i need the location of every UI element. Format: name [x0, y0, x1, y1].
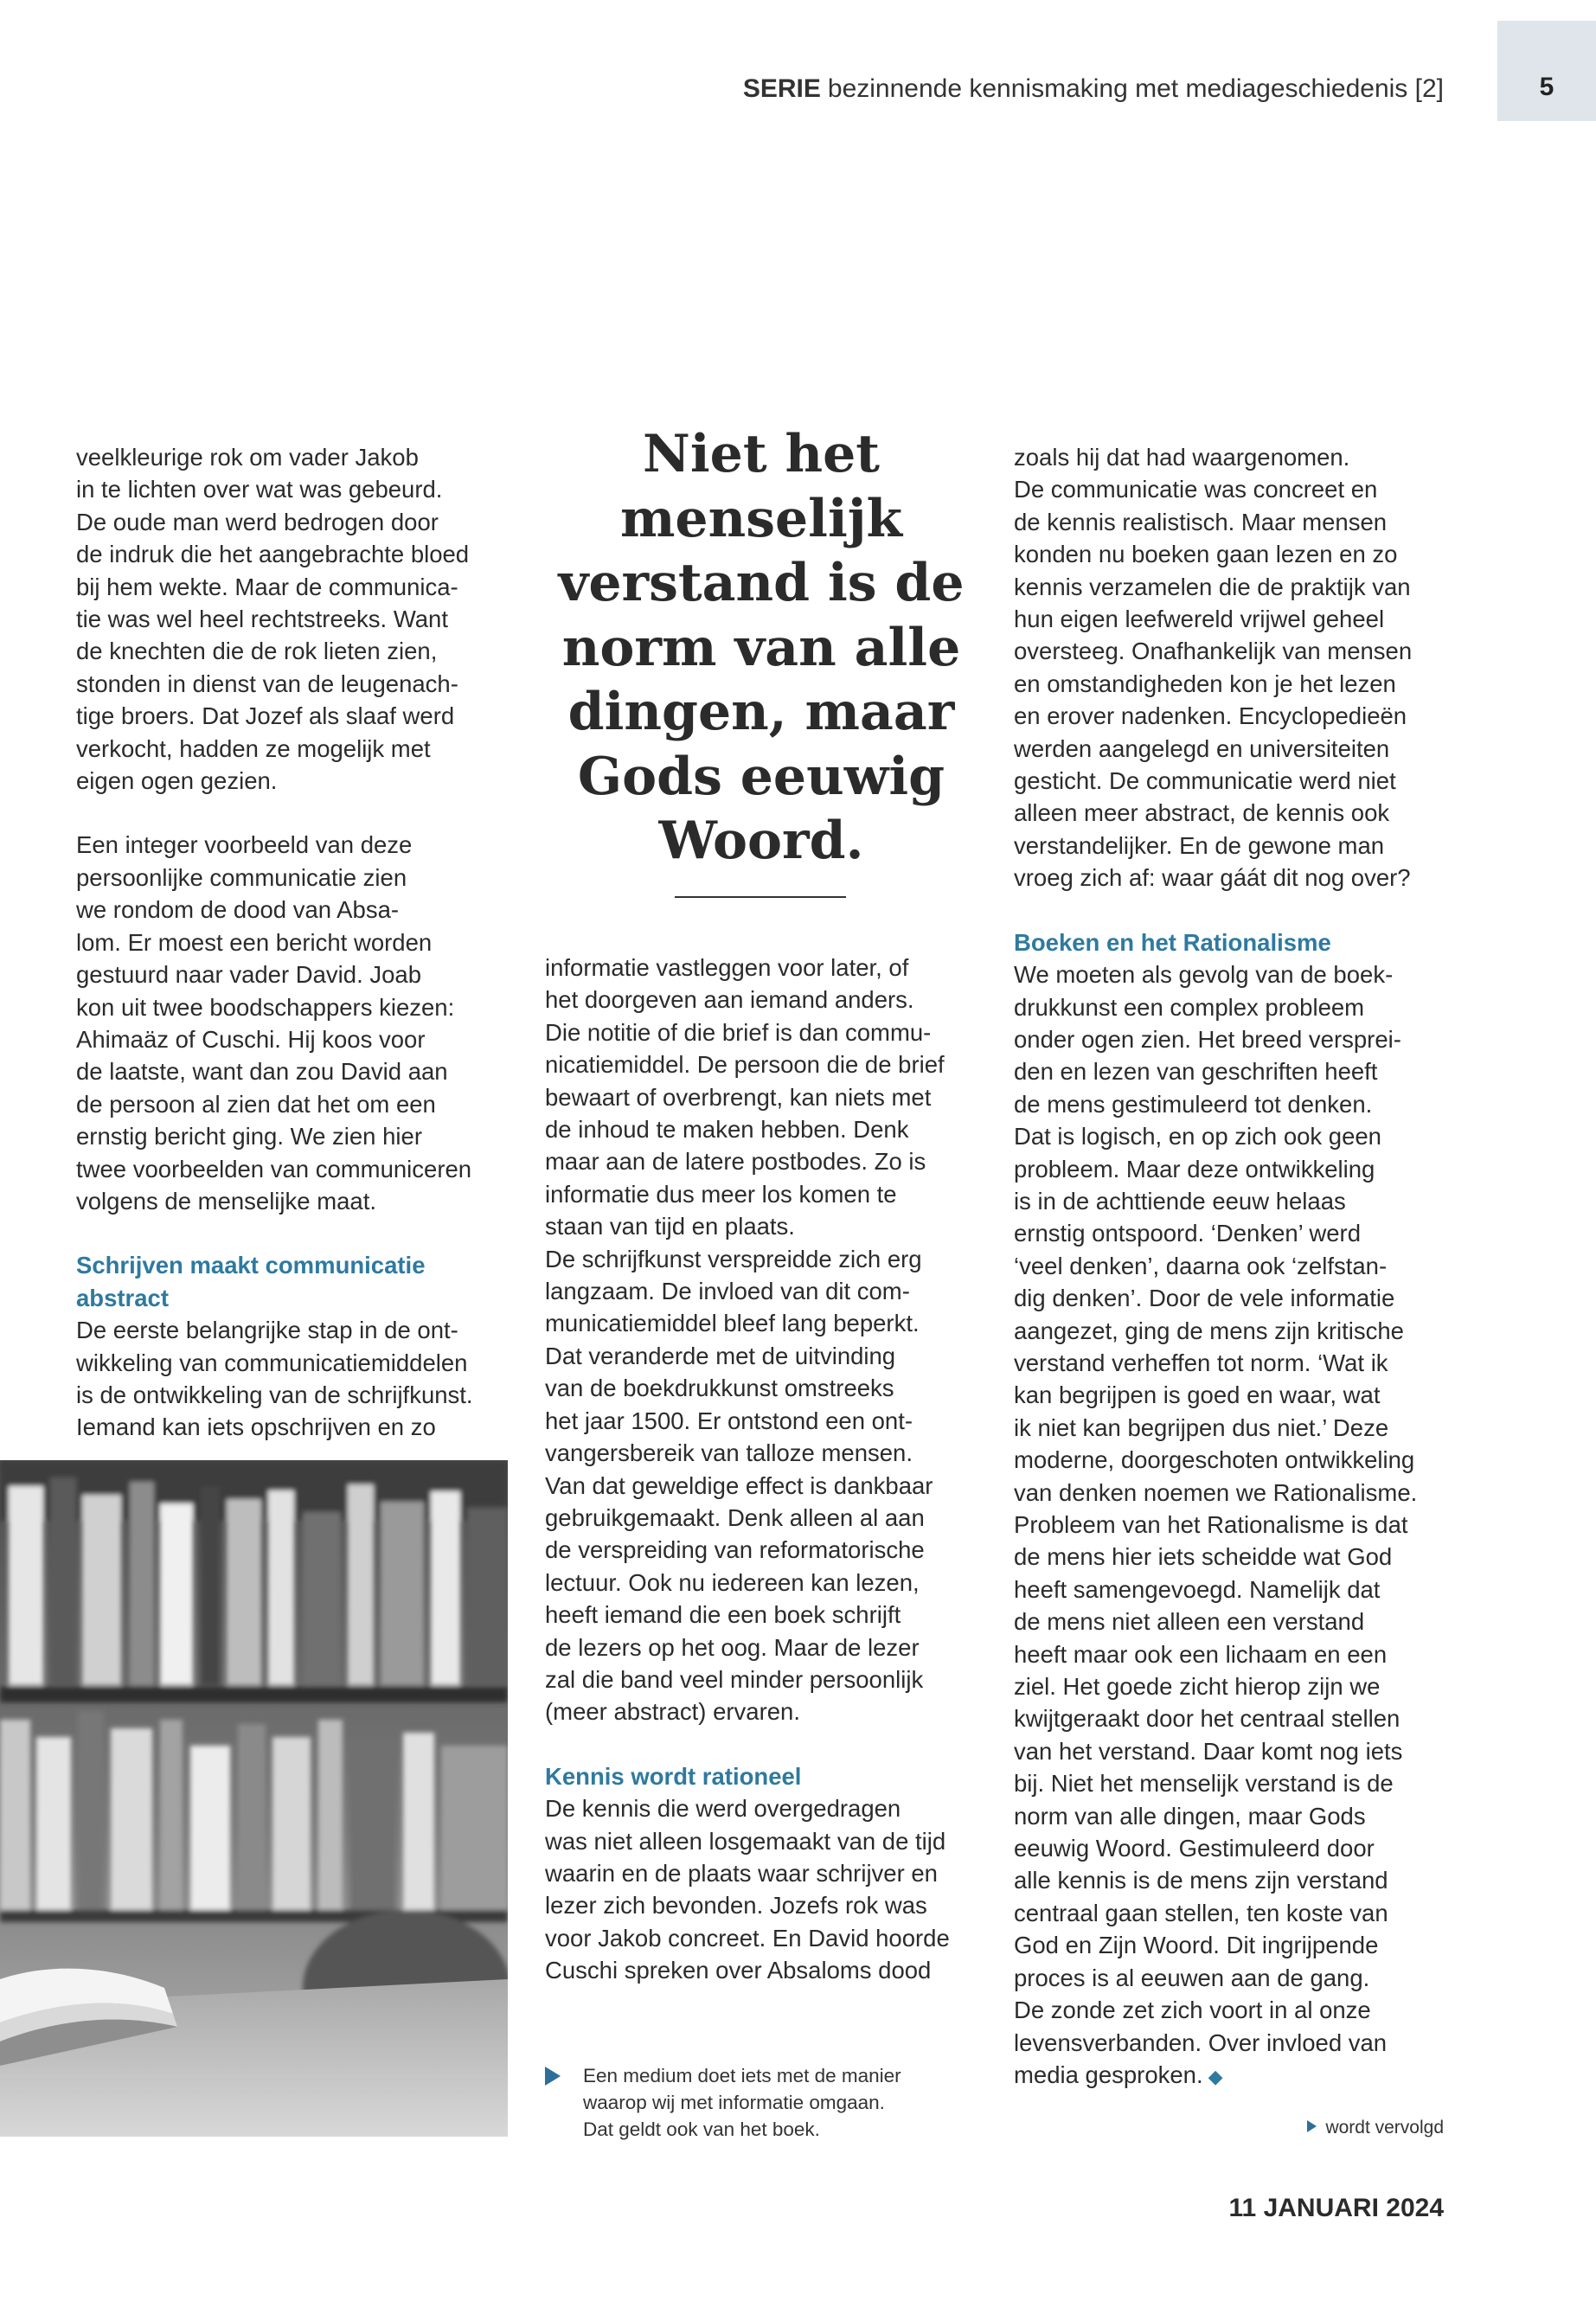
col3-paragraph-2-text: We moeten als gevolg van de boek- drukkunst een complex probleem onder ogen zien. Het breed versprei- den en lezen van geschriften heeft de mens gestimuleerd tot denken. Dat is logisch, en op zich ook geen probleem. Maar deze ontwikkeling is in de achttiende eeuw helaas ernstig ontspoord. ‘Denken’ werd ‘veel denken’, daarna ook ‘zelfstan- dig denken’. Door de vele informatie aangezet, ging de mens zijn kritische verstand verheffen tot norm. ‘Wat ik kan begrijpen is goed en waar, wat ik niet kan begrijpen dus niet.’ Deze moderne, doorgeschoten ontwikkeling van denken noemen we Rationalisme. Probleem van het Rationalisme is dat de mens hier iets scheidde wat God heeft samengevoegd. Namelijk dat de mens niet alleen een verstand heeft maar ook een lichaam en een ziel. Het goede zicht hierop zijn we kwijtgeraakt door het centraal stellen van het verstand. Daar komt nog iets bij. Niet het menselijk verstand is de norm van alle dingen, maar Gods eeuwig Woord. Gestimuleerd door alle kennis is de mens zijn verstand centraal gaan stellen, ten koste van God en Zijn Woord. Dit ingrijpende proces is al eeuwen aan de gang. De zonde zet zich voort in al onze levensverbanden. Over invloed van media gesproken.	[1014, 961, 1418, 2088]
col1-subheading: Schrijven maakt communicatie abstract	[76, 1252, 426, 1311]
col2-subheading: Kennis wordt rationeel	[545, 1762, 802, 1790]
col2-paragraph-2: De schrijfkunst verspreidde zich erg langzaam. De invloed van dit com- municatiemiddel bleef lang beperkt. Dat veranderde met de uitvinding van de boekdrukkunst omstreeks het jaar 1500. Er ontstond een ont- vangersbereik van talloze mensen. Van dat geweldige effect is dankbaar gebruikgemaakt. Denk alleen al aan de verspreiding van reformatorische lectuur. Ook nu iedereen kan lezen, heeft iemand die een boek schrijft de lezers op het oog. Maar de lezer zal die band veel minder persoonlijk (meer abstract) ervaren.	[545, 1245, 933, 1726]
library-book-photo	[0, 1460, 508, 2137]
pull-quote-rule	[675, 896, 846, 898]
caption-triangle-icon	[545, 2067, 561, 2086]
col3-paragraph-2	[1014, 958, 1455, 2093]
column-2	[545, 952, 995, 1987]
end-mark-icon: ◆	[1208, 2065, 1223, 2087]
pull-quote: Niet het menselijk verstand is de norm van alle dingen, maar Gods eeuwig Woord.	[558, 424, 965, 871]
issue-date: 11 JANUARI 2024	[1228, 2194, 1444, 2222]
column-1	[76, 441, 519, 1444]
col2-paragraph-3: De kennis die werd overgedragen was niet alleen losgemaakt van de tijd waarin en de plaats waar schrijver en lezer zich bevonden. Jozefs rok was voor Jakob concreet. En David hoorde Cuschi spreken over Absaloms dood	[545, 1795, 950, 1984]
continued-triangle-icon	[1307, 2120, 1317, 2132]
col2-paragraph-1: informatie vastleggen voor later, of het doorgeven aan iemand anders. Die notitie of die brief is dan commu- nicatiemiddel. De persoon die de brief bewaart of overbrengt, kan niets met de inhoud te maken hebben. Denk maar aan de latere postbodes. Zo is informatie dus meer los komen te staan van tijd en plaats.	[545, 954, 945, 1240]
photo-caption	[545, 2062, 952, 2143]
library-book-illustration	[0, 1460, 508, 2137]
running-header	[743, 74, 1444, 104]
continued-text: wordt vervolgd	[1325, 2118, 1444, 2138]
series-label: SERIE	[742, 74, 821, 103]
series-title: bezinnende kennismaking met mediageschiedenis [2]	[827, 74, 1444, 103]
col1-paragraph-3: De eerste belangrijke stap in de ont- wikkeling van communicatiemiddelen is de ontwikkeling van de schrijfkunst. Iemand kan iets opschrijven en zo	[76, 1317, 473, 1441]
col1-paragraph-2: Een integer voorbeeld van deze persoonlijke communicatie zien we rondom de dood van Absa- lom. Er moest een bericht worden gestuurd naar vader David. Joab kon uit twee boodschappers kiezen: Ahimaäz of Cuschi. Hij koos voor de laatste, want dan zou David aan de persoon al zien dat het om een ernstig bericht ging. We zien hier twee voorbeelden van communiceren volgens de menselijke maat.	[76, 831, 472, 1215]
continued-note	[1307, 2118, 1444, 2138]
column-3	[1014, 441, 1455, 2093]
page-number: 5	[1497, 21, 1596, 121]
col3-subheading: Boeken en het Rationalisme	[1014, 928, 1331, 956]
col3-paragraph-1: zoals hij dat had waargenomen. De communicatie was concreet en de kennis realistisch. Maar mensen konden nu boeken gaan lezen en zo kennis verzamelen die de praktijk van hun eigen leefwereld vrijwel geheel oversteeg. Onafhankelijk van mensen en omstandigheden kon je het lezen en erover nadenken. Encyclopedieën werden aangelegd en universiteiten gesticht. De communicatie werd niet alleen meer abstract, de kennis ook verstandelijker. En de gewone man vroeg zich af: waar gáát dit nog over?	[1014, 444, 1413, 892]
caption-text: Een medium doet iets met de manier waarop wij met informatie omgaan. Dat geldt ook van het boek.	[583, 2065, 901, 2140]
col1-paragraph-1: veelkleurige rok om vader Jakob in te lichten over wat was gebeurd. De oude man werd bedrogen door de indruk die het aangebrachte bloed bij hem wekte. Maar de communica- tie was wel heel rechtstreeks. Want de knechten die de rok lieten zien, stonden in dienst van de leugenach- tige broers. Dat Jozef als slaaf werd verkocht, hadden ze mogelijk met eigen ogen gezien.	[76, 444, 470, 795]
